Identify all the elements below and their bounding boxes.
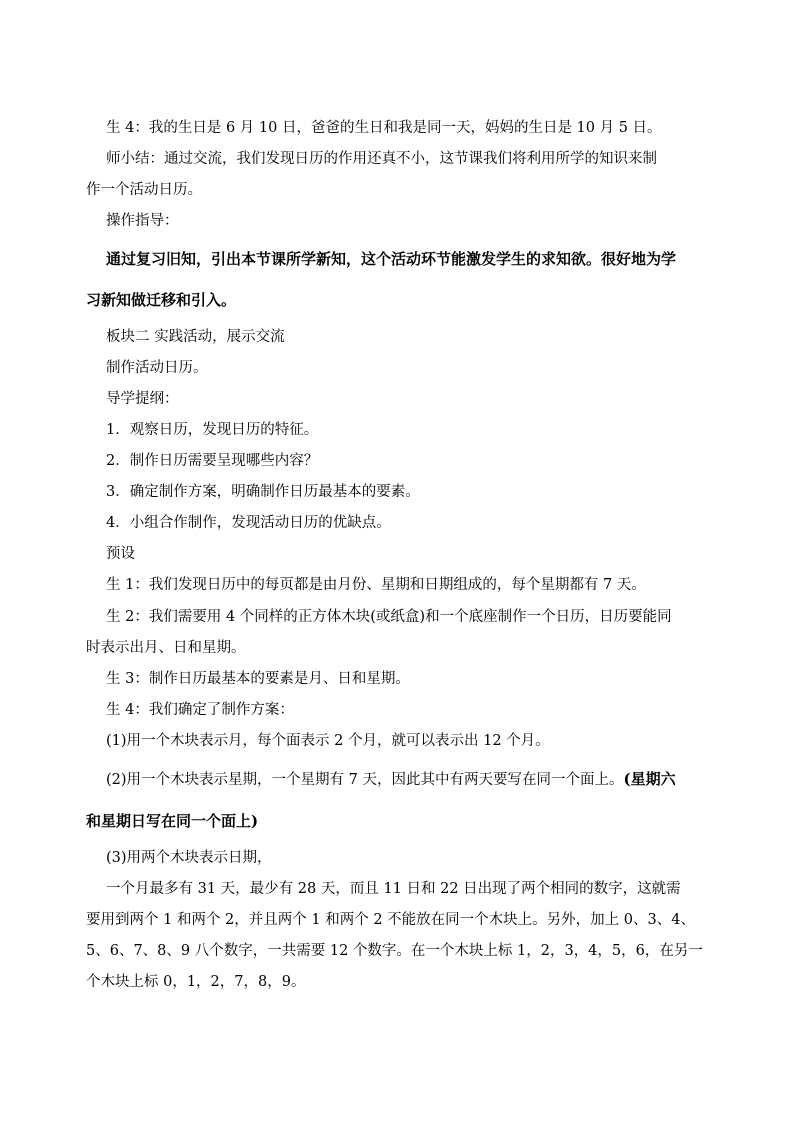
paragraph-line: 时表示出月、日和星期。 bbox=[86, 640, 246, 656]
list-item: 2．制作日历需要呈现哪些内容？ bbox=[106, 453, 319, 469]
paragraph-line: 操作指导： bbox=[106, 213, 179, 229]
paragraph-line: 生 4：我们确定了制作方案： bbox=[106, 702, 294, 718]
paragraph-line: 一个月最多有 31 天，最少有 28 天，而且 11 日和 22 日出现了两个相同的数字，这就需 bbox=[106, 881, 681, 897]
paragraph-line: 习新知做迁移和引入。 bbox=[86, 291, 237, 309]
paragraph-line: 通过复习旧知，引出本节课所学新知，这个活动环节能激发学生的求知欲。很好地为学 bbox=[106, 250, 677, 268]
paragraph-bold-text: (星期六 bbox=[623, 770, 676, 788]
paragraph-line: 生 3：制作日历最基本的要素是月、日和星期。 bbox=[106, 671, 410, 687]
list-item: 1．观察日历，发现日历的特征。 bbox=[106, 422, 319, 438]
paragraph-line: 师小结：通过交流，我们发现日历的作用还真不小，这节课我们将利用所学的知识来制 bbox=[106, 151, 657, 167]
paragraph-line bbox=[106, 769, 676, 790]
paragraph-line: 制作活动日历。 bbox=[106, 360, 208, 376]
paragraph-line: 作一个活动日历。 bbox=[86, 182, 202, 198]
paragraph-line: 5、6、7、8、9 八个数字，一共需要 12 个数字。在一个木块上标 1，2，3，4，5，6，在另一 bbox=[86, 943, 703, 959]
paragraph-line: 和星期日写在同一个面上) bbox=[86, 812, 259, 830]
paragraph-line: 预设 bbox=[106, 546, 135, 562]
paragraph-line: (3)用两个木块表示日期， bbox=[106, 850, 272, 866]
list-item: 4．小组合作制作，发现活动日历的优缺点。 bbox=[106, 515, 391, 531]
paragraph-line: 生 2：我们需要用 4 个同样的正方体木块(或纸盒)和一个底座制作一个日历，日历要能同 bbox=[106, 609, 672, 625]
paragraph-line: 个木块上标 0，1，2，7，8，9。 bbox=[86, 974, 306, 990]
paragraph-line: (1)用一个木块表示月，每个面表示 2 个月，就可以表示出 12 个月。 bbox=[106, 733, 550, 749]
paragraph-line: 生 1：我们发现日历中的每页都是由月份、星期和日期组成的，每个星期都有 7 天。 bbox=[106, 577, 646, 593]
paragraph-line: 生 4：我的生日是 6 月 10 日，爸爸的生日和我是同一天，妈妈的生日是 10 月 5 日。 bbox=[106, 120, 662, 136]
paragraph-line: 要用到两个 1 和两个 2，并且两个 1 和两个 2 不能放在同一个木块上。另外，加上 0、3、4、 bbox=[86, 912, 695, 928]
section-heading: 板块二 实践活动，展示交流 bbox=[106, 329, 285, 345]
paragraph-text: (2)用一个木块表示星期，一个星期有 7 天，因此其中有两天要写在同一个面上。 bbox=[106, 772, 624, 788]
paragraph-line: 导学提纲： bbox=[106, 391, 179, 407]
list-item: 3．确定制作方案，明确制作日历最基本的要素。 bbox=[106, 484, 420, 500]
